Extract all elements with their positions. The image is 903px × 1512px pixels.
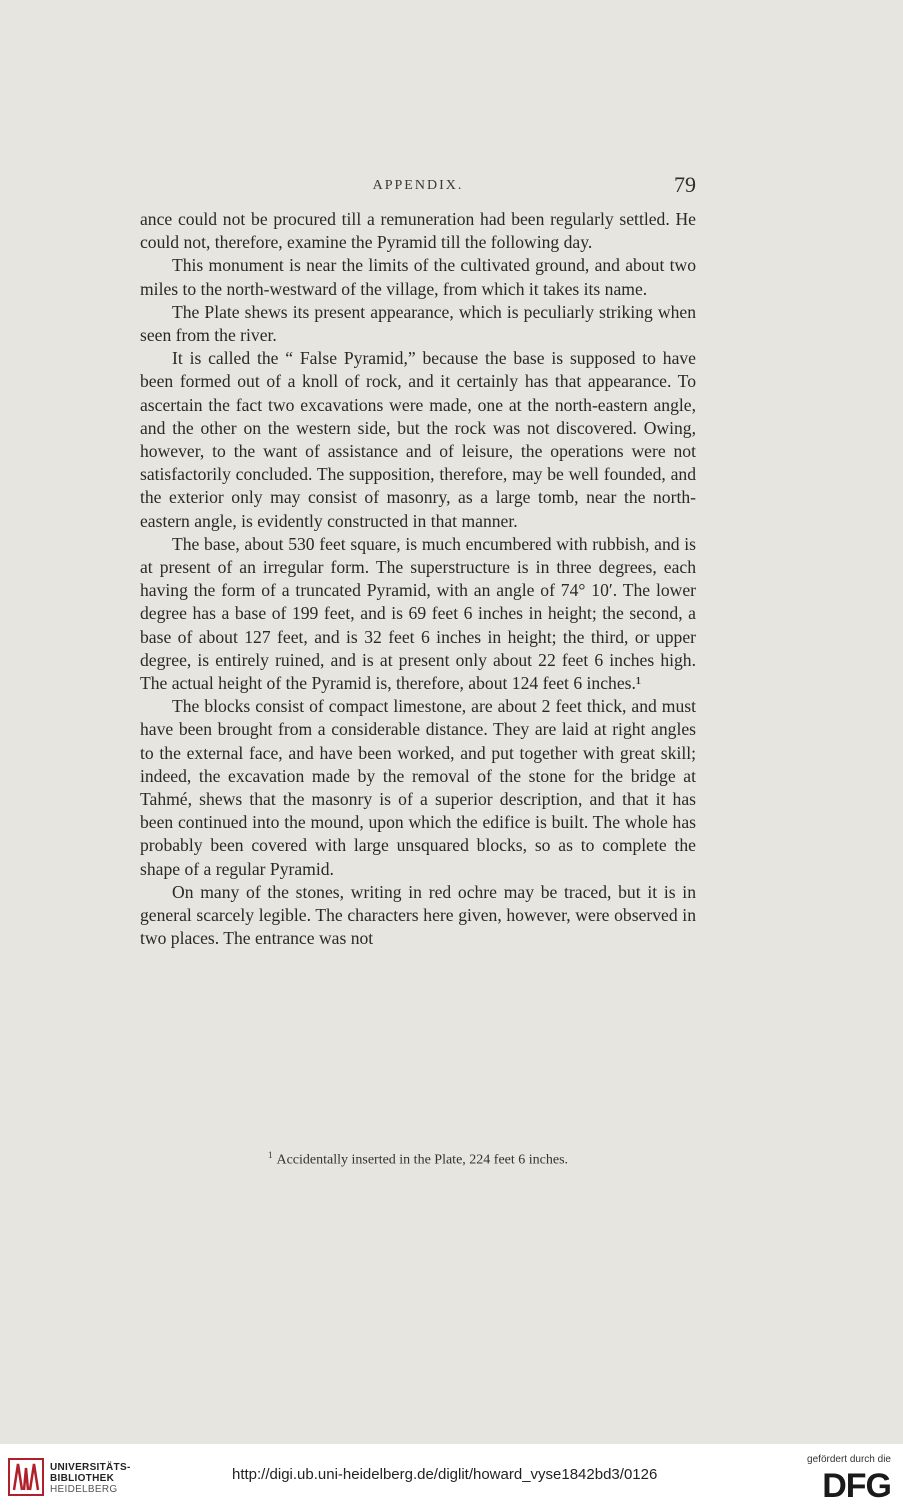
funder-block	[801, 1454, 891, 1503]
viewer-footer	[0, 1444, 903, 1512]
institution-name: UNIVERSITÄTS- BIBLIOTHEK HEIDELBERG	[50, 1462, 131, 1495]
paragraph: This monument is near the limits of the cultivated ground, and about two miles to the north-westward of the village, from which it takes its name.	[140, 255, 696, 299]
page-number: 79	[674, 172, 696, 197]
paragraph: The base, about 530 feet square, is much encumbered with rubbish, and is at present of an irregular form. The superstructure is in three degrees, each having the form of a truncated Pyramid, with an angle of 74° 10′. The lower degree has a base of 199 feet, and is 69 feet 6 inches in height; the second, a base of about 127 feet, and is 32 feet 6 inches in height; the third, or upper degree, is entirely ruined, and is at present only about 22 feet 6 inches high. The actual height of the Pyramid is, therefore, about 124 feet 6 inches.¹	[140, 533, 696, 694]
funder-text: gefördert durch die	[807, 1454, 891, 1465]
body-text	[140, 208, 696, 951]
footnote-marker: 1	[267, 1150, 273, 1160]
paragraph: The Plate shews its present appearance, which is peculiarly striking when seen from the river.	[140, 301, 696, 346]
paragraph: The blocks consist of compact limestone, are about 2 feet thick, and must have been brought from a considerable distance. They are laid at right angles to the external face, and have been worked, and put together with great skill; indeed, the excavation made by the removal of the stone for the bridge at Tahmé, shews that the masonry is of a superior description, and that it has been continued into the mound, upon which the edifice is built. The whole has probably been covered with large unsquared blocks, so as to complete the shape of a regular Pyramid.	[140, 696, 696, 879]
permalink-url[interactable]: http://digi.ub.uni-heidelberg.de/diglit/howard_vyse1842bd3/0126	[232, 1466, 658, 1483]
university-logo-icon	[8, 1458, 44, 1496]
footnote	[140, 1150, 696, 1169]
paragraph: On many of the stones, writing in red ochre may be traced, but it is in general scarcely legible. The characters here given, however, were observed in two places. The entrance was not	[140, 881, 696, 949]
paragraph: ance could not be procured till a remuneration had been regularly settled. He could not, therefore, examine the Pyramid till the following day.	[140, 209, 696, 253]
footnote-text: Accidentally inserted in the Plate, 224 feet 6 inches.	[276, 1152, 569, 1168]
dfg-logo: DFG	[822, 1467, 891, 1505]
running-head: APPENDIX.	[372, 178, 464, 193]
page-header	[140, 172, 696, 202]
paragraph: It is called the “ False Pyramid,” because the base is supposed to have been formed out of a knoll of rock, and it certainly has that appearance. To ascertain the fact two excavations were made, one at the north-eastern angle, and the other on the western side, but the rock was not discovered. Owing, however, to the want of assistance and of leisure, the operations were not satisfactorily concluded. The supposition, therefore, may be well founded, and the exterior only may consist of masonry, as a large tomb, near the north-eastern angle, is evidently constructed in that manner.	[140, 348, 696, 531]
